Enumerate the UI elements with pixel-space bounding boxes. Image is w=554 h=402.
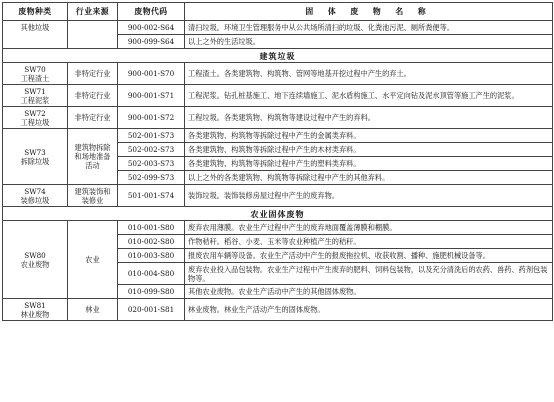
category-cell <box>3 185 68 207</box>
code-cell: 900-001-S72 <box>118 107 185 129</box>
category-cell <box>3 85 68 107</box>
header-code: 废物代码 <box>118 3 185 21</box>
code-cell: 020-001-S81 <box>118 299 185 321</box>
table-row <box>3 107 553 129</box>
name-cell: 清扫垃圾。环境卫生管理服务中从公共场所清扫的垃圾、化粪池污泥、厕所粪便等。 <box>185 21 553 35</box>
code-cell: 900-001-S70 <box>118 63 185 85</box>
name-cell: 工程渣土。各类建筑物、构筑物、管网等地基开挖过程中产生的弃土。 <box>185 63 553 85</box>
table-row <box>3 21 553 35</box>
category-name: 工程渣土 <box>20 73 50 83</box>
industry-cell: 非特定行业 <box>68 107 118 129</box>
industry-cell: 农业 <box>68 221 118 299</box>
category-code: SW80 <box>24 250 46 260</box>
industry-cell: 林业 <box>68 299 118 321</box>
name-cell: 各类建筑物、构筑物等拆除过程中产生的木材类弃料。 <box>185 143 553 157</box>
industry-cell <box>68 21 118 49</box>
code-cell: 900-001-S71 <box>118 85 185 107</box>
section-header-row <box>3 207 553 221</box>
category-code: SW73 <box>24 147 46 157</box>
code-cell: 502-002-S73 <box>118 143 185 157</box>
name-cell: 林业废物。林业生产活动产生的固体废物。 <box>185 299 553 321</box>
header-industry: 行业来源 <box>68 3 118 21</box>
industry-cell: 非特定行业 <box>68 85 118 107</box>
category-code: SW81 <box>24 300 46 310</box>
name-cell: 工程垃圾。各类建筑物、构筑物等建设过程中产生的弃料。 <box>185 107 553 129</box>
name-cell: 作物秸秆。稻谷、小麦、玉米等农业种植产生的秸秆。 <box>185 235 553 249</box>
category-name: 农业废物 <box>20 259 50 269</box>
table-row <box>3 63 553 85</box>
name-cell: 其他农业废物。农业生产活动中产生的其他固体废物。 <box>185 285 553 299</box>
code-cell: 502-099-S73 <box>118 171 185 185</box>
category-code: SW70 <box>24 64 46 74</box>
table-row <box>3 299 553 321</box>
name-cell: 废弃农用薄膜。农业生产过程中产生的废弃地面覆盖薄膜和棚膜。 <box>185 221 553 235</box>
name-cell: 以上之外的各类建筑物、构筑物等拆除过程中产生的其他弃料。 <box>185 171 553 185</box>
header-name: 固 体 废 物 名 称 <box>185 3 553 21</box>
name-cell: 废弃农业投入品包装物。农业生产过程中产生废弃的肥料、饲料包装物，以及充分清洗后的农药、兽药、药剂包装物等。 <box>185 263 553 285</box>
category-code: SW72 <box>24 108 46 118</box>
industry-cell: 建筑装饰和装修业 <box>68 185 118 207</box>
name-cell: 各类建筑物、构筑物等拆除过程中产生的金属类弃料。 <box>185 129 553 143</box>
header-category: 废物种类 <box>3 3 68 21</box>
code-cell: 010-003-S80 <box>118 249 185 263</box>
code-cell: 900-099-S64 <box>118 35 185 49</box>
code-cell: 010-004-S80 <box>118 263 185 285</box>
category-name: 拆除垃圾 <box>20 156 50 166</box>
industry-cell: 非特定行业 <box>68 63 118 85</box>
section-header-row <box>3 49 553 63</box>
code-cell: 010-002-S80 <box>118 235 185 249</box>
category-name: 装修垃圾 <box>20 195 50 205</box>
section-title-agriculture: 农业固体废物 <box>3 207 553 221</box>
category-code: SW71 <box>24 86 46 96</box>
category-name: 工程垃圾 <box>20 117 50 127</box>
code-cell: 501-001-S74 <box>118 185 185 207</box>
name-cell: 各类建筑物、构筑物等拆除过程中产生的塑料类弃料。 <box>185 157 553 171</box>
name-cell: 报废农用车辆等设备。农业生产活动中产生的报废拖拉机、收获收割、播种、施肥机械设备等。 <box>185 249 553 263</box>
category-cell <box>3 63 68 85</box>
category-cell <box>3 107 68 129</box>
name-cell: 以上之外的生活垃圾。 <box>185 35 553 49</box>
category-name: 林业废物 <box>20 309 50 319</box>
table-row <box>3 85 553 107</box>
name-cell: 工程泥浆。钻孔桩基施工、地下连续墙施工、泥水盾构施工、水平定向钻及泥水顶管等施工产生的泥浆。 <box>185 85 553 107</box>
category-cell: 其他垃圾 <box>3 21 68 49</box>
code-cell: 900-002-S64 <box>118 21 185 35</box>
category-name: 工程泥浆 <box>20 95 50 105</box>
industry-cell: 建筑物拆除和场地准备活动 <box>68 129 118 185</box>
name-cell: 装饰垃圾。装饰装修房屋过程中产生的废弃物。 <box>185 185 553 207</box>
category-cell <box>3 299 68 321</box>
code-cell: 010-001-S80 <box>118 221 185 235</box>
code-cell: 502-001-S73 <box>118 129 185 143</box>
table-row <box>3 129 553 143</box>
code-cell: 502-003-S73 <box>118 157 185 171</box>
category-code: SW74 <box>24 186 46 196</box>
section-title-construction: 建筑垃圾 <box>3 49 553 63</box>
waste-table <box>2 2 553 321</box>
table-row <box>3 221 553 235</box>
table-row <box>3 185 553 207</box>
category-cell <box>3 221 68 299</box>
code-cell: 010-099-S80 <box>118 285 185 299</box>
table-header-row <box>3 3 553 21</box>
category-cell <box>3 129 68 185</box>
